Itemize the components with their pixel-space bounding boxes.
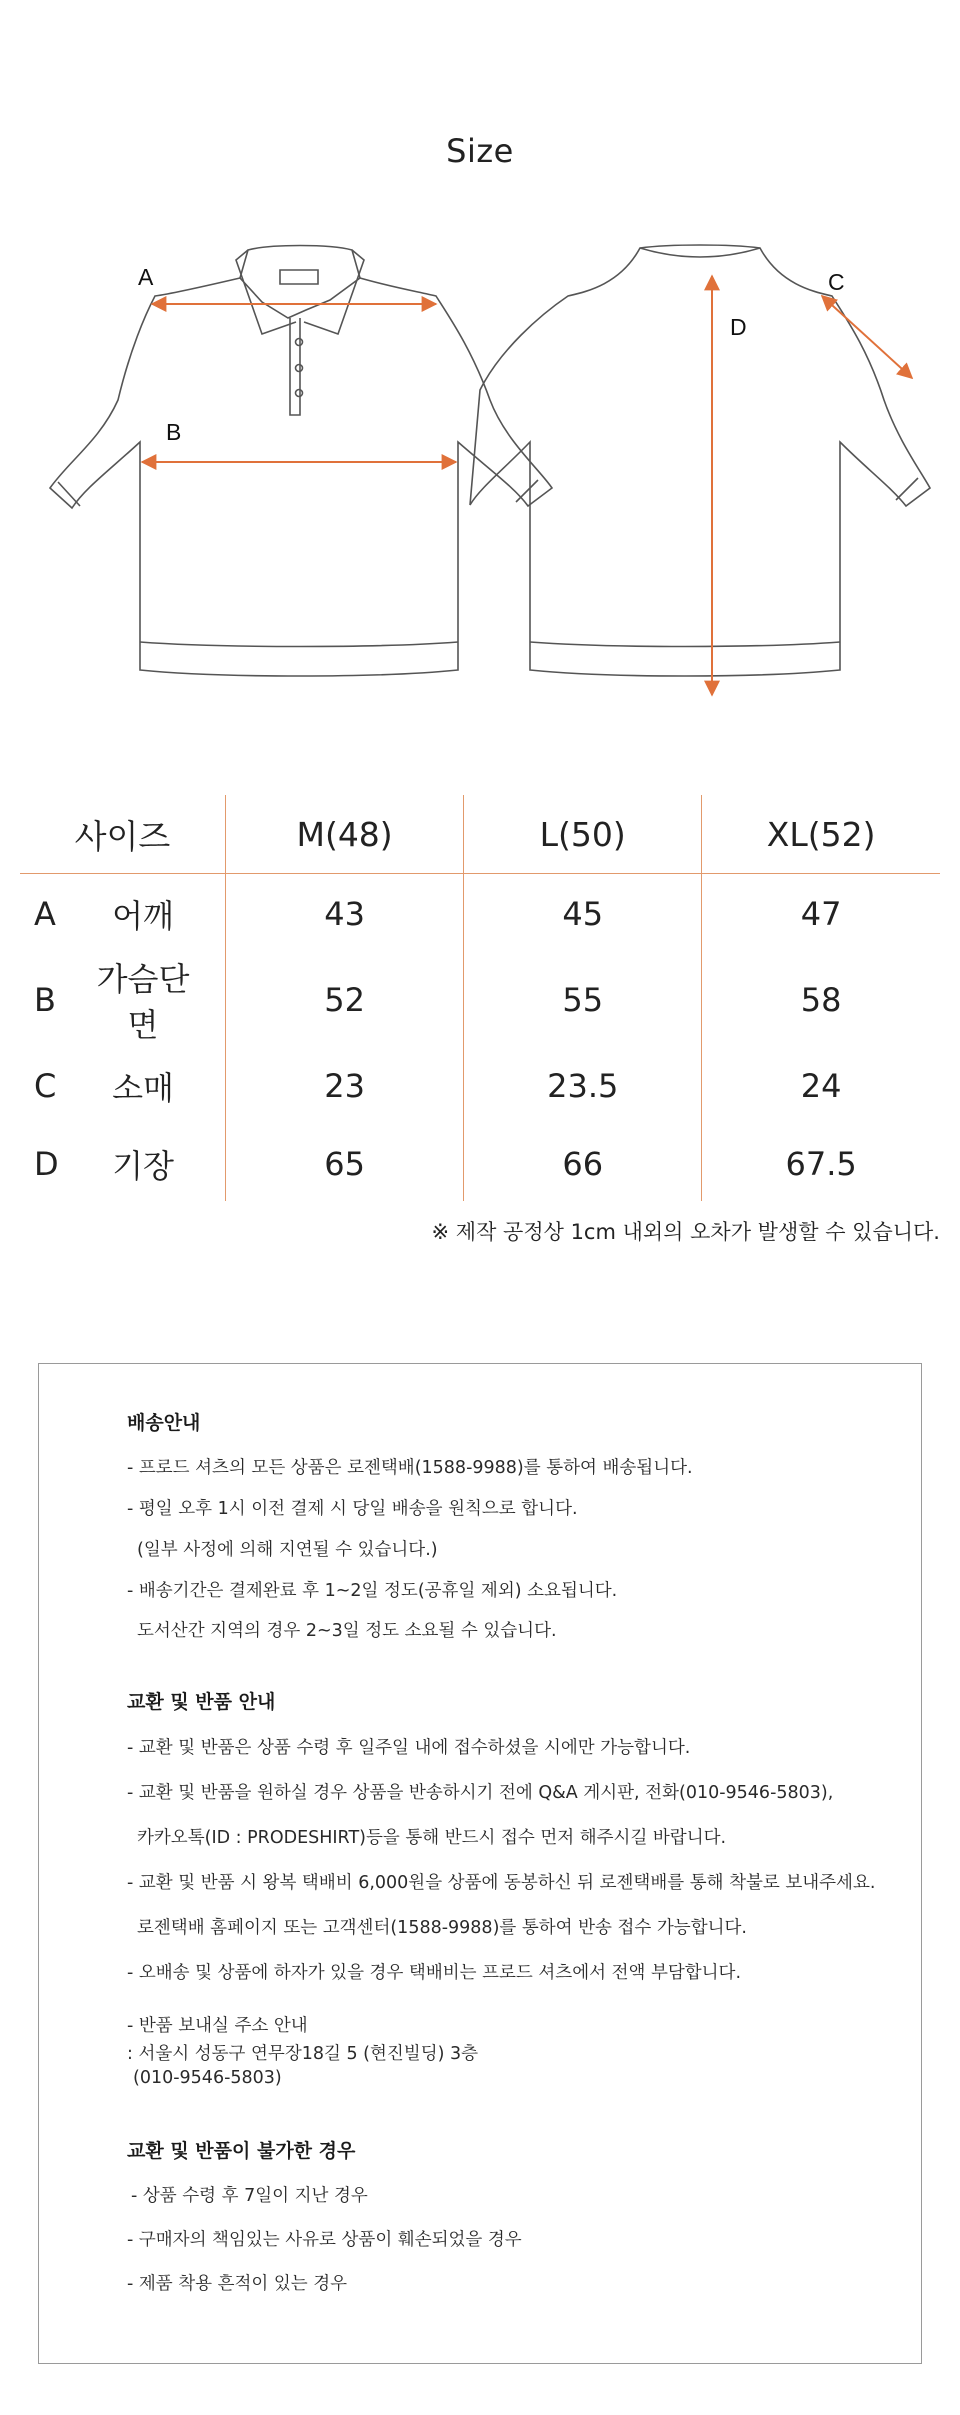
page-title: Size — [446, 132, 514, 170]
table-row — [20, 1046, 940, 1126]
shipping-line: - 배송기간은 결제완료 후 1~2일 정도(공휴일 제외) 소요됩니다. — [127, 1581, 618, 1601]
cell-l: 45 — [464, 874, 702, 955]
cell-l: 55 — [464, 954, 702, 1046]
exchange-line: - 오배송 및 상품에 하자가 있을 경우 택배비는 프로드 셔츠에서 전액 부담합니다. — [127, 1963, 742, 1983]
cell-xl: 47 — [702, 874, 940, 955]
label-d: D — [730, 314, 747, 340]
cell-l: 23.5 — [464, 1046, 702, 1126]
cell-xl: 58 — [702, 954, 940, 1046]
table-row — [20, 954, 940, 1046]
exchange-line: - 반품 보내실 주소 안내 — [127, 2016, 308, 2036]
shipping-line: - 프로드 셔츠의 모든 상품은 로젠택배(1588-9988)를 통하여 배송됩니다. — [127, 1458, 693, 1478]
row-key: A — [34, 895, 56, 933]
label-c: C — [828, 269, 845, 295]
cell-l: 66 — [464, 1126, 702, 1201]
header-m: M(48) — [226, 795, 464, 874]
shipping-line: - 평일 오후 1시 이전 결제 시 당일 배송을 원칙으로 합니다. — [127, 1499, 578, 1519]
shipping-line: 도서산간 지역의 경우 2~3일 정도 소요될 수 있습니다. — [137, 1621, 557, 1641]
label-b: B — [166, 419, 182, 445]
row-key: C — [34, 1067, 57, 1105]
measure-line-c — [822, 296, 912, 378]
exchange-line: - 교환 및 반품을 원하실 경우 상품을 반송하시기 전에 Q&A 게시판, 전화(010-9546-5803), — [127, 1783, 834, 1803]
exchange-line: : 서울시 성동구 연무장18길 5 (현진빌딩) 3층 — [127, 2044, 479, 2064]
exchange-line: (010-9546-5803) — [133, 2068, 282, 2088]
row-name: 소매 — [112, 1069, 174, 1107]
exchange-line: - 교환 및 반품은 상품 수령 후 일주일 내에 접수하셨을 시에만 가능합니다. — [127, 1738, 691, 1758]
cell-m: 23 — [226, 1046, 464, 1126]
cell-m: 65 — [226, 1126, 464, 1201]
table-row — [20, 1126, 940, 1201]
not-allowed-line: - 제품 착용 흔적이 있는 경우 — [127, 2274, 348, 2294]
shirt-back-drawing — [470, 245, 930, 676]
shipping-line: (일부 사정에 의해 지연될 수 있습니다.) — [137, 1540, 438, 1560]
shirt-front-drawing — [50, 246, 552, 677]
info-box — [38, 1363, 922, 2364]
row-name: 기장 — [112, 1146, 174, 1185]
header-xl: XL(52) — [702, 795, 940, 874]
cell-xl: 67.5 — [702, 1126, 940, 1201]
header-size-label: 사이즈 — [20, 795, 226, 874]
table-row — [20, 874, 940, 955]
exchange-title: 교환 및 반품 안내 — [127, 1691, 276, 1713]
row-key: D — [34, 1144, 59, 1183]
size-table-header — [20, 795, 940, 874]
exchange-line: 카카오톡(ID : PRODESHIRT)등을 통해 반드시 접수 먼저 해주시길 바랍니다. — [137, 1828, 727, 1848]
exchange-line: - 교환 및 반품 시 왕복 택배비 6,000원을 상품에 동봉하신 뒤 로젠택배를 통해 착불로 보내주세요. — [127, 1873, 876, 1893]
tolerance-note: ※ 제작 공정상 1cm 내외의 오차가 발생할 수 있습니다. — [431, 1220, 940, 1244]
label-a: A — [138, 264, 154, 290]
shipping-title: 배송안내 — [127, 1412, 201, 1434]
cell-m: 43 — [226, 874, 464, 955]
measurement-lines — [142, 276, 912, 695]
header-l: L(50) — [464, 795, 702, 874]
exchange-line: 로젠택배 홈페이지 또는 고객센터(1588-9988)를 통하여 반송 접수 가능합니다. — [137, 1918, 747, 1938]
not-allowed-line: - 구매자의 책임있는 사유로 상품이 훼손되었을 경우 — [127, 2230, 522, 2250]
row-name: 어깨 — [112, 897, 174, 935]
cell-xl: 24 — [702, 1046, 940, 1126]
cell-m: 52 — [226, 954, 464, 1046]
row-key: B — [34, 981, 56, 1019]
not-allowed-title: 교환 및 반품이 불가한 경우 — [127, 2140, 356, 2162]
row-name: 가슴단면 — [96, 960, 190, 1044]
size-table — [20, 795, 940, 1201]
not-allowed-line: - 상품 수령 후 7일이 지난 경우 — [131, 2186, 368, 2206]
size-diagram — [0, 230, 960, 710]
